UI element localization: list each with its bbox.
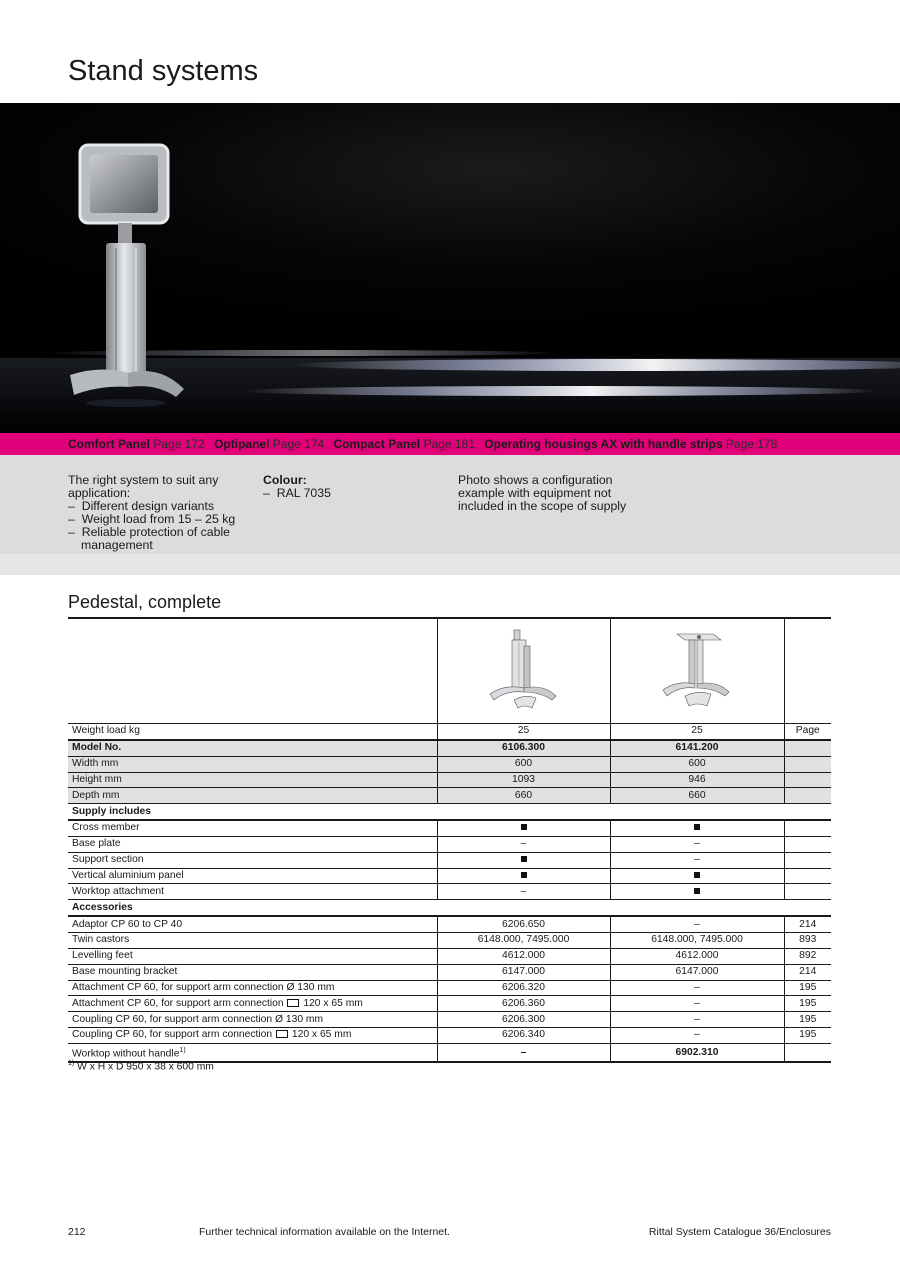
cell-value: – (610, 916, 784, 932)
cell-value: 25 (437, 724, 610, 740)
filled-square-icon (437, 820, 610, 836)
row-label: Depth mm (68, 788, 437, 804)
nav-comfort-panel[interactable]: Comfort Panel (68, 437, 151, 451)
cell-value: 4612.000 (437, 948, 610, 964)
cell-value: 6147.000 (437, 964, 610, 980)
page-ref[interactable]: 195 (784, 980, 831, 996)
table-row (68, 820, 831, 836)
filled-square-icon (437, 852, 610, 868)
table-row (68, 916, 831, 932)
footer-note: Further technical information available on the Internet. (199, 1226, 450, 1238)
product-images-row (68, 619, 831, 724)
filled-square-icon (610, 868, 784, 884)
row-label: Worktop without handle$^{1)}$ (68, 1043, 437, 1062)
model-number-6141200: 6141.200 (610, 740, 784, 756)
filled-square-icon (610, 884, 784, 900)
cell-value: 4612.000 (610, 948, 784, 964)
row-label: Support section (68, 852, 437, 868)
cell-value: 946 (610, 772, 784, 788)
cross-reference-bar (0, 433, 900, 455)
row-label: Base mounting bracket (68, 964, 437, 980)
info-panel (0, 455, 900, 575)
supply-includes-heading (68, 804, 831, 820)
table-row (68, 884, 831, 900)
footnote: $^{1)}$ W x H x D 950 x 38 x 600 mm (68, 1060, 214, 1073)
model-number-6106300: 6106.300 (437, 740, 610, 756)
filled-square-icon (610, 820, 784, 836)
row-label: Weight load kg (68, 724, 437, 740)
colour-value: – RAL 7035 (263, 486, 331, 500)
page-ref[interactable]: 214 (784, 964, 831, 980)
nav-compact-panel-page: Page 181 (423, 437, 475, 451)
row-label: Coupling CP 60, for support arm connection 120 x 65 mm (68, 1028, 437, 1044)
rectangle-section-icon (287, 999, 299, 1007)
features-intro: The right system to suit any application: (68, 473, 219, 500)
row-label: Attachment CP 60, for support arm connection 120 x 65 mm (68, 996, 437, 1012)
rectangle-section-icon (276, 1030, 288, 1038)
page-column-header: Page (784, 724, 831, 740)
page-ref[interactable]: 195 (784, 1028, 831, 1044)
table-row (68, 756, 831, 772)
row-label: Height mm (68, 772, 437, 788)
table-row (68, 948, 831, 964)
table-row (68, 788, 831, 804)
table-row (68, 1012, 831, 1028)
cell-value: 6206.340 (437, 1028, 610, 1044)
hero-photo (0, 103, 900, 433)
cell-value: 600 (437, 756, 610, 772)
row-label: Coupling CP 60, for support arm connection Ø 130 mm (68, 1012, 437, 1028)
feature-item: – Different design variants (68, 499, 215, 513)
table-row (68, 964, 831, 980)
nav-optipanel[interactable]: Optipanel (214, 437, 270, 451)
group-heading: Supply includes (68, 804, 831, 820)
cell-value: 6206.320 (437, 980, 610, 996)
product-image-6106300 (437, 619, 610, 724)
row-label: Levelling feet (68, 948, 437, 964)
filled-square-icon (437, 868, 610, 884)
row-label: Attachment CP 60, for support arm connection Ø 130 mm (68, 980, 437, 996)
colour-heading: Colour: (263, 473, 307, 487)
cell-value: – (610, 1012, 784, 1028)
page-number: 212 (68, 1226, 86, 1238)
accessories-heading (68, 900, 831, 916)
page-ref[interactable]: 893 (784, 932, 831, 948)
nav-operating-housings[interactable]: Operating housings AX with handle strips (484, 437, 723, 451)
nav-optipanel-page: Page 174 (272, 437, 325, 451)
table-row (68, 852, 831, 868)
footer-catalogue: Rittal System Catalogue 36/Enclosures (648, 1226, 831, 1238)
product-image-6141200 (610, 619, 784, 724)
table-row (68, 996, 831, 1012)
nav-comfort-panel-page: Page 172 (153, 437, 205, 451)
weight-load-row (68, 724, 831, 740)
row-label: Cross member (68, 820, 437, 836)
nav-compact-panel[interactable]: Compact Panel (333, 437, 421, 451)
row-label: Base plate (68, 836, 437, 852)
cell-value: 660 (610, 788, 784, 804)
cell-value: – (610, 980, 784, 996)
info-features (68, 474, 243, 552)
page-ref[interactable]: 195 (784, 1012, 831, 1028)
model-number-6902310: 6902.310 (610, 1043, 784, 1062)
nav-operating-housings-page: Page 178 (725, 437, 778, 451)
table-row (68, 980, 831, 996)
row-label: Worktop attachment (68, 884, 437, 900)
cell-value: 660 (437, 788, 610, 804)
cell-value: – (610, 996, 784, 1012)
cell-value: 600 (610, 756, 784, 772)
row-label: Vertical aluminium panel (68, 868, 437, 884)
table-row (68, 932, 831, 948)
pedestal-6106300-icon (484, 624, 564, 714)
row-label: Model No. (68, 740, 437, 756)
table-row (68, 836, 831, 852)
cell-value: 6206.300 (437, 1012, 610, 1028)
feature-item: – Weight load from 15 – 25 kg (68, 512, 236, 526)
cell-value: – (610, 852, 784, 868)
model-number-row (68, 740, 831, 756)
cell-value: – (437, 1043, 610, 1062)
row-label: Twin castors (68, 932, 437, 948)
cell-value: 1093 (437, 772, 610, 788)
cell-value: – (610, 1028, 784, 1044)
page-ref[interactable]: 195 (784, 996, 831, 1012)
feature-item: – Reliable protection of cable management (68, 525, 231, 552)
page-ref[interactable]: 214 (784, 916, 831, 932)
table-row (68, 868, 831, 884)
page-ref[interactable]: 892 (784, 948, 831, 964)
info-colour (263, 474, 438, 500)
cell-value: – (437, 836, 610, 852)
spec-table (68, 619, 831, 1063)
info-photo-note: Photo shows a configuration example with equipment not included in the scope of supply (458, 473, 627, 513)
cell-value: 6206.650 (437, 916, 610, 932)
cell-value: – (610, 836, 784, 852)
pedestal-6141200-icon (657, 624, 737, 714)
cell-value: 6206.360 (437, 996, 610, 1012)
cell-value: 6148.000, 7495.000 (610, 932, 784, 948)
cell-value: – (437, 884, 610, 900)
info-panel-band (0, 554, 900, 575)
cell-value: 6147.000 (610, 964, 784, 980)
table-row (68, 1028, 831, 1044)
section-title: Pedestal, complete (68, 592, 222, 612)
cell-value: 25 (610, 724, 784, 740)
group-heading: Accessories (68, 900, 831, 916)
table-row (68, 772, 831, 788)
stand-product-image (0, 103, 900, 433)
row-label: Width mm (68, 756, 437, 772)
page-title: Stand systems (68, 55, 259, 87)
row-label: Adaptor CP 60 to CP 40 (68, 916, 437, 932)
cell-value: 6148.000, 7495.000 (437, 932, 610, 948)
